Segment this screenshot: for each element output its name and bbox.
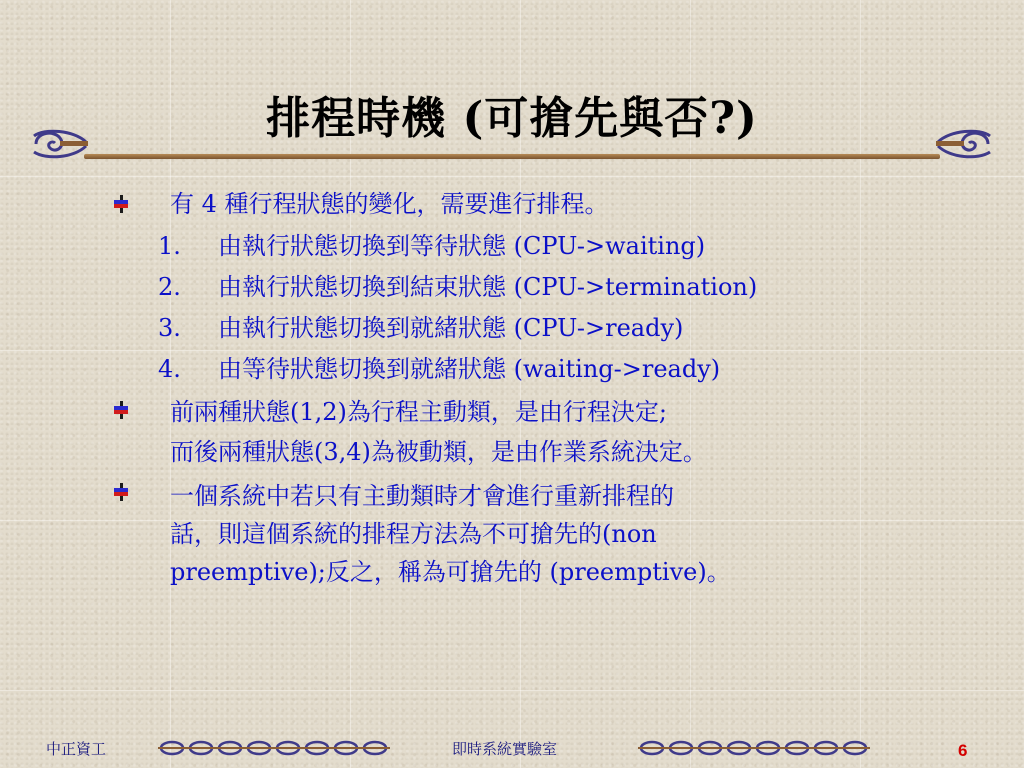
- page-number: 6: [958, 741, 968, 760]
- list-text: 由執行狀態切換到結束狀態 (CPU->termination): [218, 273, 758, 301]
- bullet-icon: [112, 194, 132, 214]
- title-divider: [84, 154, 940, 159]
- list-text: 由執行狀態切換到等待狀態 (CPU->waiting): [218, 232, 706, 260]
- scroll-ornament-icon: [936, 124, 994, 164]
- bullet-text: 有 4 種行程狀態的變化，需要進行排程。: [170, 190, 609, 218]
- chain-ornament-icon: [638, 740, 870, 756]
- slide-title: 排程時機 (可搶先與否?): [266, 93, 758, 144]
- list-text: 由執行狀態切換到就緒狀態 (CPU->ready): [218, 314, 684, 342]
- bullet-text: preemptive);反之，稱為可搶先的 (preemptive)。: [170, 558, 731, 586]
- list-text: 由等待狀態切換到就緒狀態 (waiting->ready): [218, 355, 721, 383]
- list-number: 4.: [158, 355, 181, 383]
- bullet-text: 話，則這個系統的排程方法為不可搶先的(non: [170, 520, 657, 548]
- scroll-ornament-icon: [30, 124, 88, 164]
- list-number: 1.: [158, 232, 181, 260]
- list-number: 3.: [158, 314, 181, 342]
- bullet-text: 而後兩種狀態(3,4)為被動類，是由作業系統決定。: [170, 438, 707, 466]
- chain-ornament-icon: [158, 740, 390, 756]
- list-number: 2.: [158, 273, 181, 301]
- bullet-icon: [112, 400, 132, 420]
- bullet-text: 前兩種狀態(1,2)為行程主動類，是由行程決定;: [170, 398, 667, 426]
- bullet-text: 一個系統中若只有主動類時才會進行重新排程的: [170, 482, 674, 510]
- footer-lab: 即時系統實驗室: [452, 740, 558, 758]
- bullet-icon: [112, 482, 132, 502]
- footer-department: 中正資工: [46, 740, 107, 758]
